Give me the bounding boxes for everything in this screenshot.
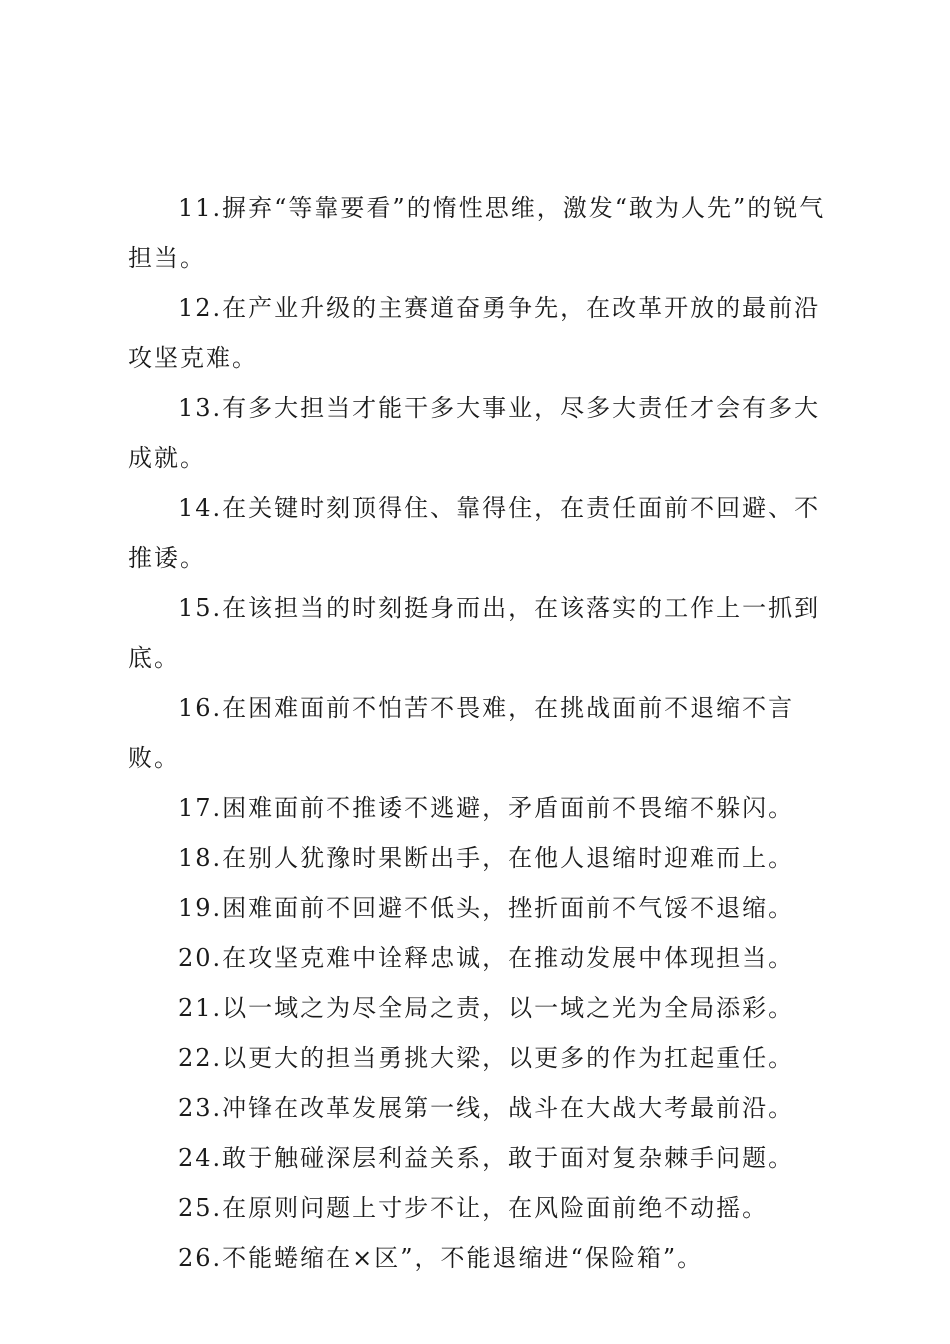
list-item: 20.在攻坚克难中诠释忠诚，在推动发展中体现担当。 — [178, 944, 795, 972]
document-body — [128, 183, 840, 1283]
list-item: 11.摒弃“等靠要看”的惰性思维，激发“敢为人先”的锐气担当。 — [128, 194, 826, 272]
list-item: 16.在困难面前不怕苦不畏难，在挑战面前不退缩不言败。 — [128, 694, 795, 772]
list-item: 21.以一域之为尽全局之责，以一域之光为全局添彩。 — [178, 994, 795, 1022]
list-item: 15.在该担当的时刻挺身而出，在该落实的工作上一抓到底。 — [128, 594, 821, 672]
list-item: 17.困难面前不推诿不逃避，矛盾面前不畏缩不躲闪。 — [178, 794, 795, 822]
list-item: 19.困难面前不回避不低头，挫折面前不气馁不退缩。 — [178, 894, 795, 922]
list-item: 12.在产业升级的主赛道奋勇争先，在改革开放的最前沿攻坚克难。 — [128, 294, 821, 372]
list-item: 26.不能蜷缩在×区”，不能退缩进“保险箱”。 — [178, 1244, 704, 1272]
list-item: 22.以更大的担当勇挑大梁，以更多的作为扛起重任。 — [178, 1044, 795, 1072]
list-item: 18.在别人犹豫时果断出手，在他人退缩时迎难而上。 — [178, 844, 795, 872]
list-item: 13.有多大担当才能干多大事业，尽多大责任才会有多大成就。 — [128, 394, 821, 472]
list-item: 14.在关键时刻顶得住、靠得住，在责任面前不回避、不推诿。 — [128, 494, 821, 572]
list-item: 23.冲锋在改革发展第一线，战斗在大战大考最前沿。 — [178, 1094, 795, 1122]
list-item: 25.在原则问题上寸步不让，在风险面前绝不动摇。 — [178, 1194, 769, 1222]
list-item: 24.敢于触碰深层利益关系，敢于面对复杂棘手问题。 — [178, 1144, 795, 1172]
